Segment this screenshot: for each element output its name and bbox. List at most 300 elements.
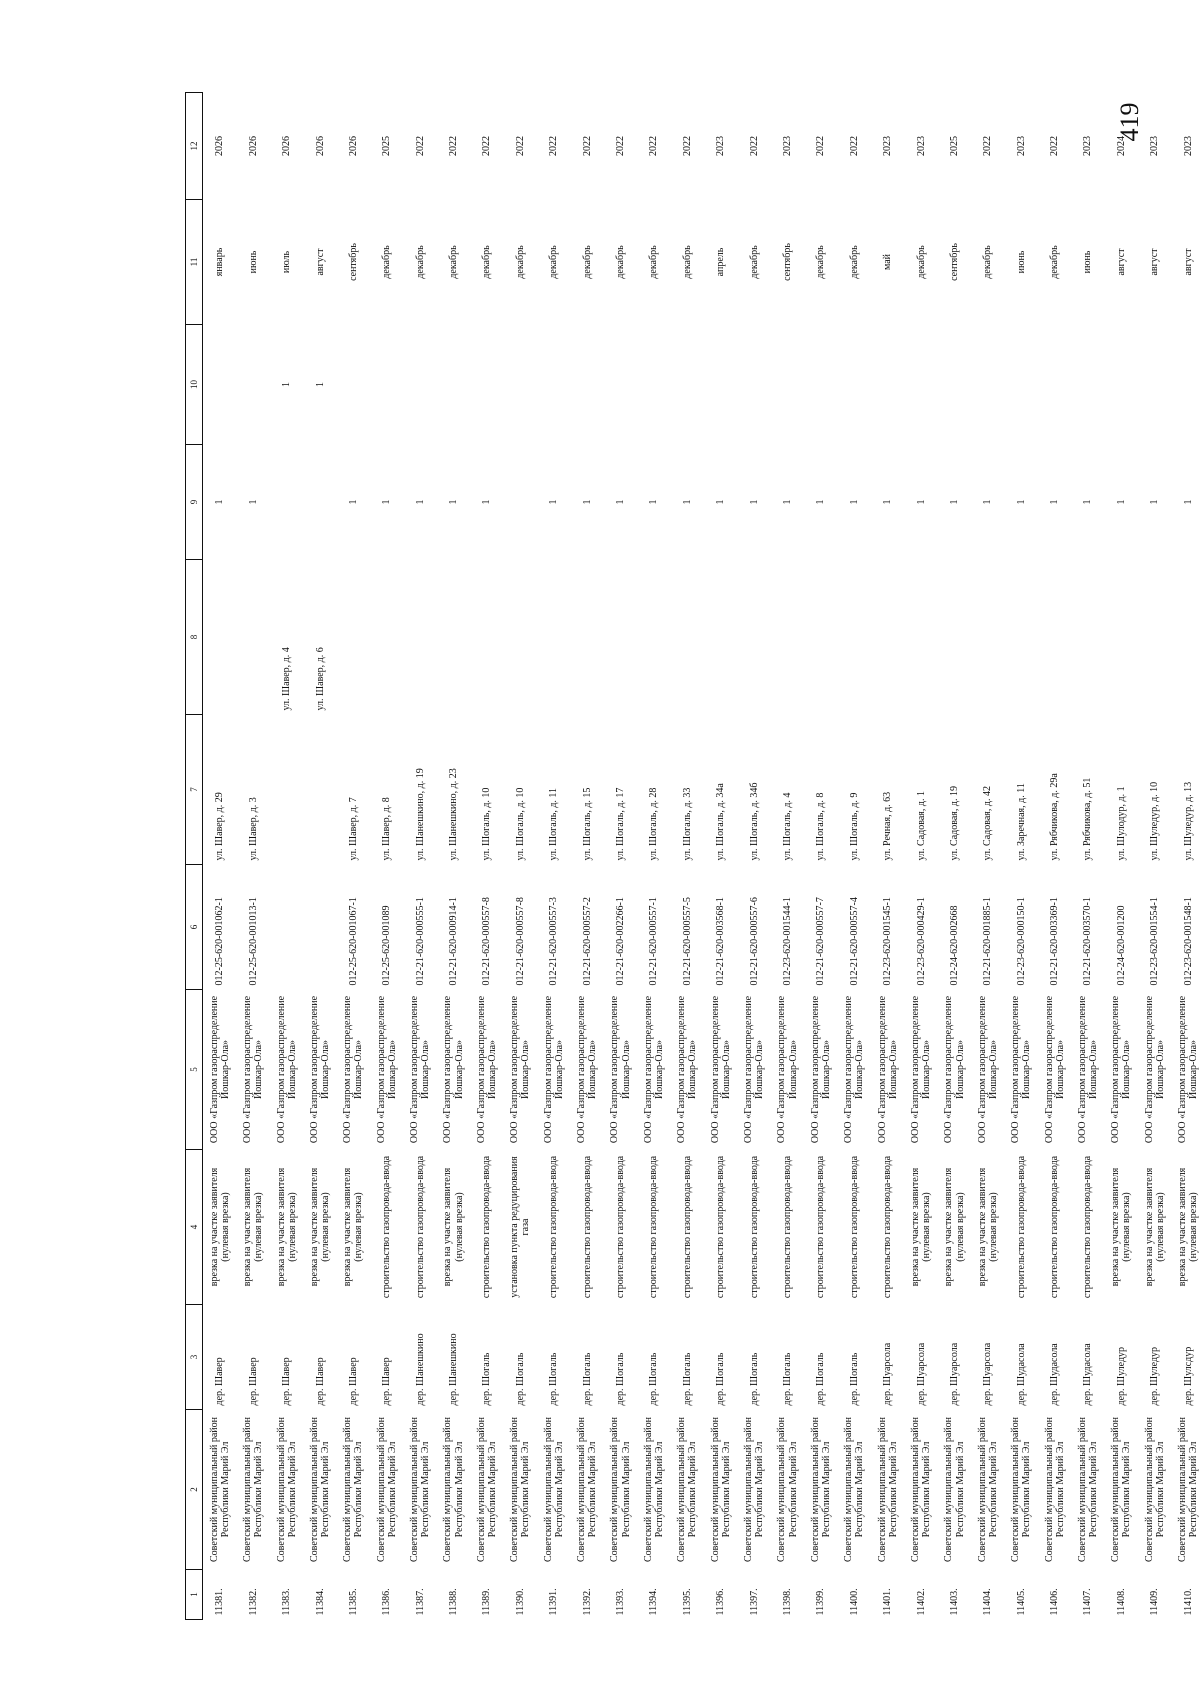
district-name: Советский муниципальный район Республики Марий Эл [542,1417,565,1562]
column-10-value [337,325,370,445]
table-row [203,93,237,1620]
object-address-alt [537,560,570,715]
table-row [1038,93,1071,1620]
application-code: 012-23-620-000150-1 [1015,897,1027,986]
locality-name: дер. Шуарсола [948,1342,960,1406]
application-code: 012-25-620-001067-1 [347,897,359,986]
column-9-value: 1 [548,499,560,505]
year-value: 2022 [1049,136,1061,156]
organization-name: ООО «Газпром газораспределение Йошкар-Ола» [442,995,465,1144]
object-address: ул. Шанешкино, д. 23 [448,768,460,861]
month-value: сентябрь [781,243,793,281]
object-address-alt [237,560,270,715]
row-number: 11388. [448,1588,460,1616]
object-address-alt [404,560,437,715]
row-number: 11403. [948,1588,960,1616]
row-number: 11384. [314,1588,326,1616]
column-9-value: 1 [1015,499,1027,505]
column-10-value [604,325,637,445]
object-address-alt [938,560,971,715]
object-address-alt [203,560,237,715]
object-address: ул. Шогаль, д. 34б [748,782,760,861]
object-address-alt [571,560,604,715]
organization-name: ООО «Газпром газораспределение Йошкар-Ола» [475,995,499,1144]
column-10-value [537,325,570,445]
object-address: ул. Шулодур, д. 1 [1115,786,1127,861]
object-address: ул. Садовая, д. 19 [948,786,960,861]
object-address: ул. Шогаль, д. 15 [581,787,593,861]
application-code: 012-25-620-001089 [381,905,393,986]
column-number: 12 [186,93,203,200]
district-name: Советский муниципальный район Республики Марий Эл [1076,1417,1100,1562]
work-type: строительство газопровода-ввода [815,1155,827,1299]
month-value: декабрь [1049,245,1061,279]
work-type: врезка на участке заявителя (нулевая врезка) [1110,1167,1133,1287]
year-value: 2023 [882,136,894,156]
organization-name: ООО «Газпром газораспределение Йошкар-Ола» [1043,995,1066,1144]
object-address: ул. Речная, д. 63 [882,791,894,861]
column-9-value: 1 [247,499,259,505]
object-address: ул. Шогаль, д. 11 [548,787,560,861]
object-address-alt: ул. Шавер, д. 6 [314,647,326,711]
column-10-value [671,325,704,445]
district-name: Советский муниципальный район Республики Марий Эл [576,1417,599,1562]
month-value: декабрь [915,245,927,279]
district-name: Советский муниципальный район Республики Марий Эл [1177,1417,1200,1562]
column-9-value: 1 [1182,499,1194,505]
column-10-value [1071,325,1104,445]
month-value: декабрь [381,245,393,279]
work-type: врезка на участке заявителя (нулевая врезка) [943,1167,966,1287]
column-10-value: 1 [314,382,326,387]
year-value: 2022 [581,136,593,156]
table-row [337,93,370,1620]
district-name: Советский муниципальный район Республики Марий Эл [275,1417,298,1562]
object-address-alt [370,560,403,715]
column-9-value: 1 [781,499,793,505]
column-9-value: 1 [1082,499,1094,505]
row-number: 11397. [748,1588,760,1616]
column-9-value: 1 [615,499,627,505]
locality-name: дер. Шуледур [1149,1346,1161,1406]
column-number-header-row [186,93,203,1620]
application-code: 012-21-620-000557-4 [848,897,860,986]
object-address: ул. Шавер, д. 29 [214,792,226,861]
column-10-value [1005,325,1038,445]
month-value: декабрь [548,245,560,279]
work-type: врезка на участке заявителя (нулевая врезка) [976,1167,999,1287]
locality-name: дер. Шогаль [615,1352,627,1406]
column-9-value: 1 [481,499,493,505]
year-value: 2022 [481,136,493,156]
column-number: 11 [186,200,203,325]
column-10-value [1038,325,1071,445]
application-code [303,865,336,990]
application-code [270,865,303,990]
object-address: ул. Шогаль, д. 34а [715,783,727,861]
column-number: 9 [186,445,203,560]
month-value: июнь [1082,250,1094,274]
application-code: 012-21-620-000557-8 [514,897,526,986]
work-type: строительство газопровода-ввода [548,1155,560,1299]
object-address-alt [1172,560,1200,715]
locality-name: дер. Шавер [247,1357,259,1406]
rotated-table-wrapper [185,93,1200,1620]
month-value: декабрь [615,245,627,279]
application-code: 012-21-620-000557-1 [648,897,660,986]
object-address: ул. Шуледур, д. 10 [1149,781,1161,861]
work-type: строительство газопровода-ввода [481,1155,493,1299]
column-10-value [737,325,770,445]
organization-name: ООО «Газпром газораспределение Йошкар-Ола» [542,995,565,1144]
work-type: врезка на участке заявителя (нулевая врезка) [275,1167,298,1287]
organization-name: ООО «Газпром газораспределение Йошкар-Ола» [1110,995,1133,1144]
row-number: 11398. [781,1588,793,1616]
table-row [370,93,403,1620]
year-value: 2023 [715,136,727,156]
table-row [938,93,971,1620]
month-value: декабрь [414,245,426,279]
column-number: 3 [186,1305,203,1410]
column-10-value [904,325,937,445]
column-10-value [1172,325,1200,445]
work-type: строительство газопровода-ввода [581,1155,593,1299]
locality-name: дер. Шавер [314,1357,326,1406]
object-address-alt [504,560,537,715]
column-10-value: 1 [281,382,293,387]
organization-name: ООО «Газпром газораспределение Йошкар-Ола» [576,995,599,1144]
object-address-alt [1038,560,1071,715]
column-number: 7 [186,715,203,865]
application-code: 012-21-620-003570-1 [1082,897,1094,986]
month-value: декабрь [848,245,860,279]
table-row [637,93,670,1620]
object-address: ул. Шогаль, д. 4 [781,792,793,861]
district-name: Советский муниципальный район Республики Марий Эл [943,1417,966,1562]
column-10-value [771,325,804,445]
locality-name: дер. Шогаль [648,1352,660,1406]
object-address: ул. Рябчикова, д. 51 [1082,777,1094,861]
column-number: 5 [186,990,203,1150]
column-10-value [938,325,971,445]
table-row [604,93,637,1620]
organization-name: ООО «Газпром газораспределение Йошкар-Ола» [1010,995,1033,1144]
object-address-alt [604,560,637,715]
object-address: ул. Шогаль, д. 9 [848,792,860,861]
month-value: декабрь [481,245,493,279]
work-type: врезка на участке заявителя (нулевая врезка) [442,1167,465,1287]
year-value: 2022 [982,136,994,156]
district-name: Советский муниципальный район Республики Марий Эл [208,1417,231,1562]
object-address-alt [470,560,503,715]
column-9-value [504,445,537,560]
locality-name: дер. Шанешкино [448,1333,460,1406]
organization-name: ООО «Газпром газораспределение Йошкар-Ола» [342,995,365,1144]
district-name: Советский муниципальный район Республики Марий Эл [342,1417,365,1562]
column-9-value [270,445,303,560]
month-value: август [1115,248,1127,276]
year-value: 2022 [548,136,560,156]
column-10-value [1105,325,1138,445]
column-10-value [504,325,537,445]
application-code: 012-21-620-000557-8 [481,897,493,986]
district-name: Советский муниципальный район Республики Марий Эл [1010,1417,1033,1562]
object-address: ул. Шогаль, д. 33 [681,787,693,861]
row-number: 11400. [848,1588,860,1616]
year-value: 2023 [1015,136,1027,156]
work-type: строительство газопровода-ввода [848,1155,860,1299]
application-code: 012-25-620-001062-1 [214,897,226,986]
table-row [270,93,303,1620]
work-type: строительство газопровода-ввода [1049,1155,1061,1299]
column-10-value [203,325,237,445]
column-9-value: 1 [948,499,960,505]
organization-name: ООО «Газпром газораспределение Йошкар-Ола» [1177,995,1200,1144]
work-type: строительство газопровода-ввода [414,1155,426,1299]
month-value: декабрь [815,245,827,279]
row-number: 11404. [982,1588,994,1616]
object-address [270,715,303,865]
table-row [871,93,904,1620]
column-10-value [237,325,270,445]
application-code: 012-24-620-002668 [948,905,960,986]
locality-name: дер. Шогаль [481,1352,493,1406]
object-address-alt [771,560,804,715]
column-number: 2 [186,1410,203,1570]
table-row [237,93,270,1620]
organization-name: ООО «Газпром газораспределение Йошкар-Ола» [609,995,632,1144]
column-9-value: 1 [581,499,593,505]
year-value: 2022 [414,136,426,156]
row-number: 11408. [1115,1588,1127,1616]
locality-name: дер. Шудасола [1082,1343,1094,1406]
row-number: 11395. [681,1588,693,1616]
work-type: строительство газопровода-ввода [648,1155,660,1299]
column-10-value [404,325,437,445]
row-number: 11402. [915,1588,927,1616]
column-number: 4 [186,1150,203,1305]
column-10-value [571,325,604,445]
column-9-value: 1 [715,499,727,505]
table-row [704,93,737,1620]
application-code: 012-21-620-000557-2 [581,897,593,986]
column-number: 8 [186,560,203,715]
column-9-value: 1 [381,499,393,505]
organization-name: ООО «Газпром газораспределение Йошкар-Ола» [1076,995,1100,1144]
locality-name: дер. Шогаль [781,1352,793,1406]
locality-name: дер. Шогаль [715,1352,727,1406]
object-address: ул. Шавер, д. 7 [347,797,359,861]
column-9-value: 1 [915,499,927,505]
column-10-value [470,325,503,445]
work-type: строительство газопровода-ввода [715,1155,727,1299]
table-row [1005,93,1038,1620]
object-address: ул. Шуледур, д. 13 [1182,781,1194,861]
district-name: Советский муниципальный район Республики Марий Эл [1110,1417,1133,1562]
column-9-value: 1 [681,499,693,505]
column-9-value: 1 [882,499,894,505]
object-address: ул. Шанешкино, д. 19 [414,768,426,861]
year-value: 2022 [748,136,760,156]
year-value: 2022 [848,136,860,156]
row-number: 11383. [281,1588,293,1616]
object-address-alt [1005,560,1038,715]
locality-name: дер. Шогаль [581,1352,593,1406]
application-code: 012-24-620-001200 [1115,905,1127,986]
district-name: Советский муниципальный район Республики Марий Эл [876,1417,899,1562]
column-10-value [804,325,837,445]
object-address: ул. Заречная, д. 11 [1015,783,1027,861]
year-value: 2022 [615,136,627,156]
month-value: июль [281,250,293,274]
column-10-value [971,325,1004,445]
year-value: 2026 [314,136,326,156]
column-number: 6 [186,865,203,990]
table-row [971,93,1004,1620]
column-number: 1 [186,1570,203,1620]
table-row [671,93,704,1620]
row-number: 11391. [548,1588,560,1616]
locality-name: дер. Шавер [347,1357,359,1406]
year-value: 2022 [514,136,526,156]
district-name: Советский муниципальный район Республики Марий Эл [776,1417,799,1562]
table-row [737,93,770,1620]
page-number: 419 [1115,102,1144,142]
table-row [771,93,804,1620]
organization-name: ООО «Газпром газораспределение Йошкар-Ола» [509,995,532,1144]
organization-name: ООО «Газпром газораспределение Йошкар-Ола» [275,995,298,1144]
row-number: 11410. [1182,1588,1194,1616]
application-code: 012-25-620-001013-1 [247,897,259,986]
object-address-alt [971,560,1004,715]
organization-name: ООО «Газпром газораспределение Йошкар-Ола» [1143,995,1166,1144]
organization-name: ООО «Газпром газораспределение Йошкар-Ола» [776,995,799,1144]
locality-name: дер. Шогаль [514,1352,526,1406]
column-10-value [704,325,737,445]
month-value: август [1149,248,1161,276]
row-number: 11392. [581,1588,593,1616]
locality-name: дер. Шогаль [815,1352,827,1406]
organization-name: ООО «Газпром газораспределение Йошкар-Ола» [208,995,231,1144]
district-name: Советский муниципальный район Республики Марий Эл [375,1417,398,1562]
object-address-alt [671,560,704,715]
table-row [1138,93,1171,1620]
table-row [404,93,437,1620]
object-address: ул. Рябчикова, д. 29а [1049,773,1061,861]
work-type: врезка на участке заявителя (нулевая врезка) [1143,1167,1166,1287]
year-value: 2023 [1082,136,1094,156]
year-value: 2022 [815,136,827,156]
object-address-alt [637,560,670,715]
month-value: июнь [1015,250,1027,274]
year-value: 2024 [1115,136,1127,156]
organization-name: ООО «Газпром газораспределение Йошкар-Ола» [909,995,933,1144]
table-row [1105,93,1138,1620]
month-value: май [882,253,894,271]
district-name: Советский муниципальный район Республики Марий Эл [642,1417,665,1562]
district-name: Советский муниципальный район Республики Марий Эл [742,1417,766,1562]
organization-name: ООО «Газпром газораспределение Йошкар-Ола» [242,995,265,1144]
month-value: январь [214,247,226,277]
locality-name: дер. Шанешкино [414,1333,426,1406]
object-address-alt [1138,560,1171,715]
month-value: июнь [247,250,259,274]
district-name: Советский муниципальный район Республики Марий Эл [909,1417,933,1562]
column-10-value [871,325,904,445]
work-type: строительство газопровода-ввода [381,1155,393,1299]
month-value: декабрь [581,245,593,279]
row-number: 11401. [882,1588,894,1616]
district-name: Советский муниципальный район Республики Марий Эл [709,1417,732,1562]
column-9-value: 1 [848,499,860,505]
application-code: 012-21-620-000557-6 [748,897,760,986]
work-type: врезка на участке заявителя (нулевая врезка) [308,1167,332,1287]
object-address-alt [871,560,904,715]
work-type: строительство газопровода-ввода [1015,1155,1027,1299]
work-type: строительство газопровода-ввода [748,1155,760,1299]
row-number: 11389. [481,1588,493,1616]
column-9-value: 1 [448,499,460,505]
year-value: 2022 [648,136,660,156]
work-type: строительство газопровода-ввода [781,1155,793,1299]
year-value: 2025 [948,136,960,156]
district-name: Советский муниципальный район Республики Марий Эл [676,1417,699,1562]
district-name: Советский муниципальный район Республики Марий Эл [609,1417,632,1562]
application-code: 012-23-620-001548-1 [1182,897,1194,986]
organization-name: ООО «Газпром газораспределение Йошкар-Ола» [843,995,866,1144]
table-body [203,93,1200,1620]
work-type: врезка на участке заявителя (нулевая врезка) [1177,1167,1200,1287]
column-10-value [437,325,470,445]
row-number: 11409. [1149,1588,1161,1616]
table-row [504,93,537,1620]
month-value: декабрь [681,245,693,279]
row-number: 11390. [514,1588,526,1616]
year-value: 2026 [214,136,226,156]
organization-name: ООО «Газпром газораспределение Йошкар-Ола» [642,995,665,1144]
table-row [470,93,503,1620]
application-code: 012-21-620-000557-3 [548,897,560,986]
application-code: 012-23-620-001545-1 [882,897,894,986]
object-address: ул. Шавер, д. 3 [247,797,259,861]
month-value: декабрь [748,245,760,279]
application-code: 012-23-620-001544-1 [781,897,793,986]
organization-name: ООО «Газпром газораспределение Йошкар-Ола» [809,995,832,1144]
month-value: сентябрь [948,243,960,281]
organization-name: ООО «Газпром газораспределение Йошкар-Ола» [876,995,899,1144]
column-9-value: 1 [815,499,827,505]
column-9-value: 1 [414,499,426,505]
object-address-alt: ул. Шавер, д. 4 [281,647,293,711]
month-value: декабрь [448,245,460,279]
month-value: декабрь [648,245,660,279]
locality-name: дер. Шавер [381,1357,393,1406]
application-code: 012-23-620-001554-1 [1149,897,1161,986]
work-type: установка пункта редуцирования газа [509,1156,532,1298]
column-9-value: 1 [982,499,994,505]
organization-name: ООО «Газпром газораспределение Йошкар-Ола» [308,995,332,1144]
application-code: 012-21-620-000557-5 [681,897,693,986]
work-type: строительство газопровода-ввода [615,1155,627,1299]
table-row [838,93,871,1620]
work-type: врезка на участке заявителя (нулевая врезка) [242,1167,265,1287]
year-value: 2022 [681,136,693,156]
locality-name: дер. Шудасола [1015,1343,1027,1406]
table-row [804,93,837,1620]
column-9-value: 1 [1049,499,1061,505]
column-10-value [1138,325,1171,445]
column-10-value [370,325,403,445]
